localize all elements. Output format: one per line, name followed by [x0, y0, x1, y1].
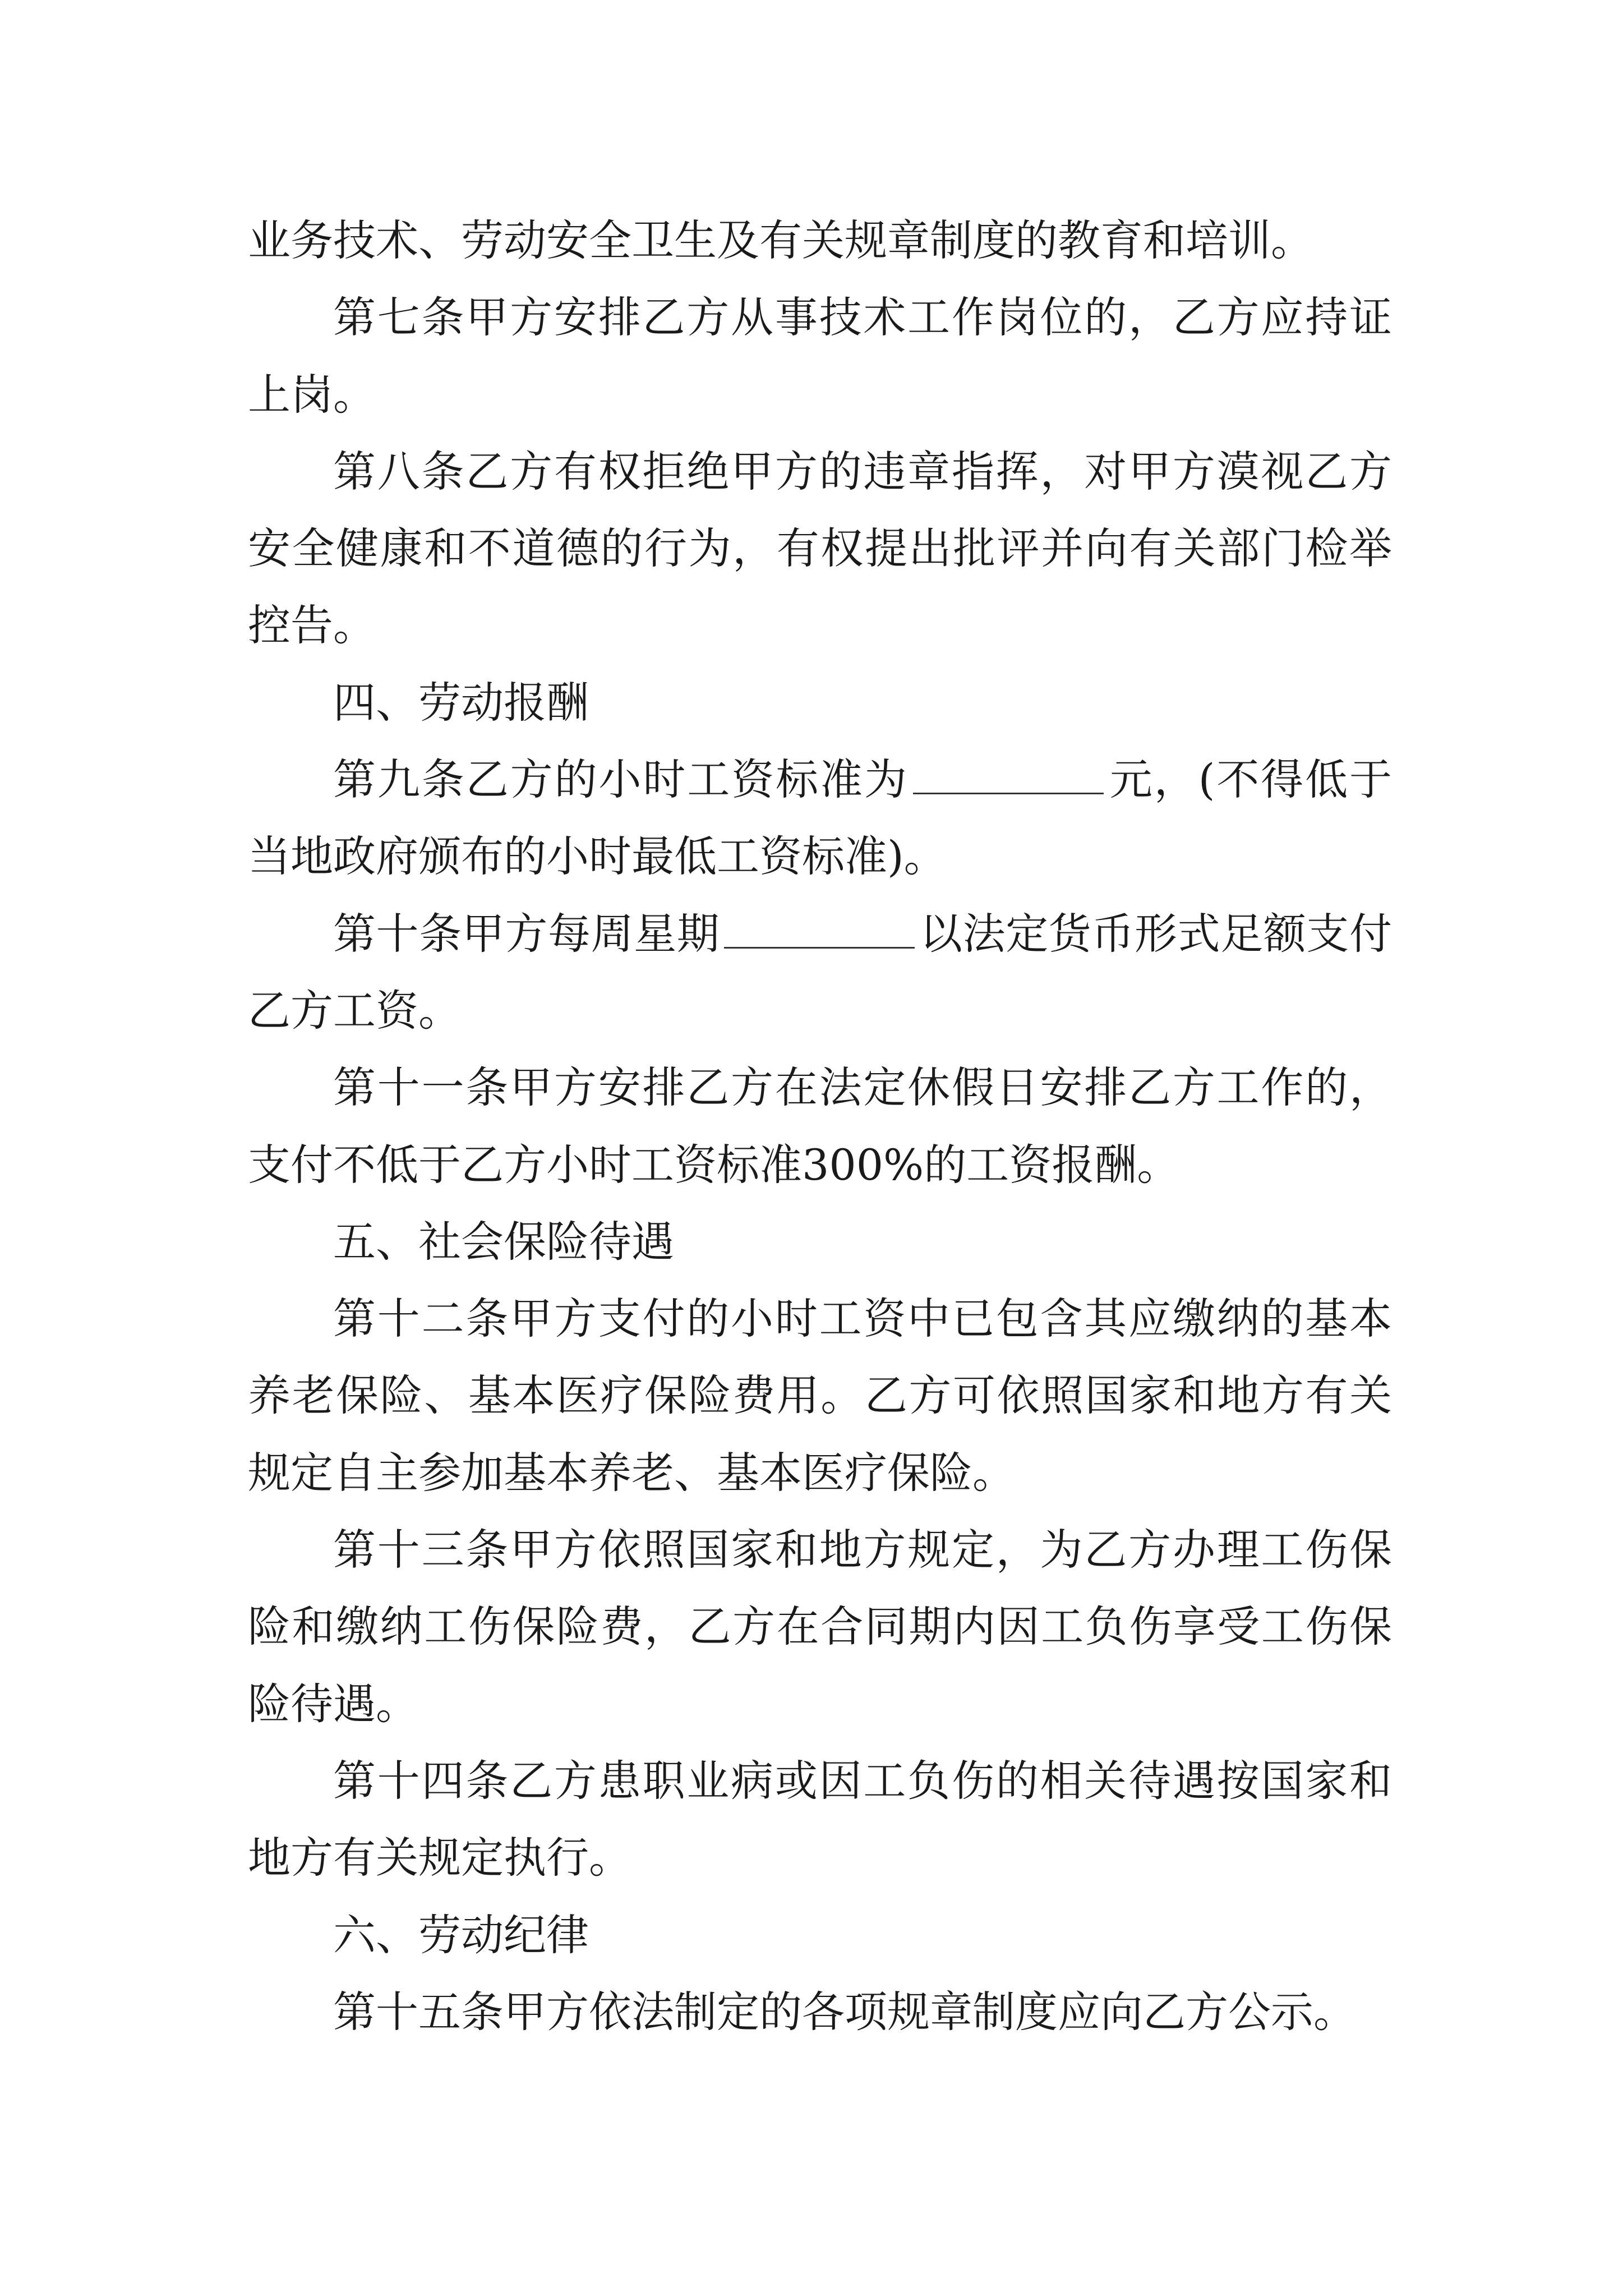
article-9-text-before: 第九条乙方的小时工资标准为: [333, 754, 909, 805]
hourly-wage-blank-field[interactable]: [913, 792, 1104, 794]
article-8: 第八条乙方有权拒绝甲方的违章指挥，对甲方漠视乙方安全健康和不道德的行为，有权提出批评并向有关部门检举控告。: [248, 446, 1392, 651]
article-10-text-after: 以法定货币形式足额支付乙方工资。: [248, 908, 1393, 1036]
section-heading-labor-discipline: 六、劳动纪律: [333, 1910, 589, 1960]
section-heading-remuneration: 四、劳动报酬: [333, 677, 589, 728]
paragraph-continuation: 业务技术、劳动安全卫生及有关规章制度的教育和培训。: [248, 215, 1313, 265]
payday-blank-field[interactable]: [724, 946, 915, 949]
article-9: [248, 741, 1392, 895]
article-14: 第十四条乙方患职业病或因工负伤的相关待遇按国家和地方有关规定执行。: [248, 1755, 1392, 1883]
article-12: 第十二条甲方支付的小时工资中已包含其应缴纳的基本养老保险、基本医疗保险费用。乙方可依照国家和地方有关规定自主参加基本养老、基本医疗保险。: [248, 1294, 1392, 1498]
article-15: 第十五条甲方依法制定的各项规章制度应向乙方公示。: [333, 1986, 1356, 2037]
document-body: [248, 202, 1392, 2050]
article-10: [248, 895, 1392, 1050]
article-10-text-before: 第十条甲方每周星期: [333, 908, 720, 959]
article-7: 第七条甲方安排乙方从事技术工作岗位的，乙方应持证上岗。: [248, 292, 1392, 420]
article-13: 第十三条甲方依照国家和地方规定，为乙方办理工伤保险和缴纳工伤保险费，乙方在合同期内因工负伤享受工伤保险待遇。: [248, 1525, 1392, 1729]
section-heading-social-insurance: 五、社会保险待遇: [333, 1216, 674, 1267]
article-11: 第十一条甲方安排乙方在法定休假日安排乙方工作的，支付不低于乙方小时工资标准300%的工资报酬。: [248, 1062, 1392, 1190]
article-9-text-after: 元，(不得低于当地政府颁布的小时最低工资标准)。: [248, 754, 1393, 882]
